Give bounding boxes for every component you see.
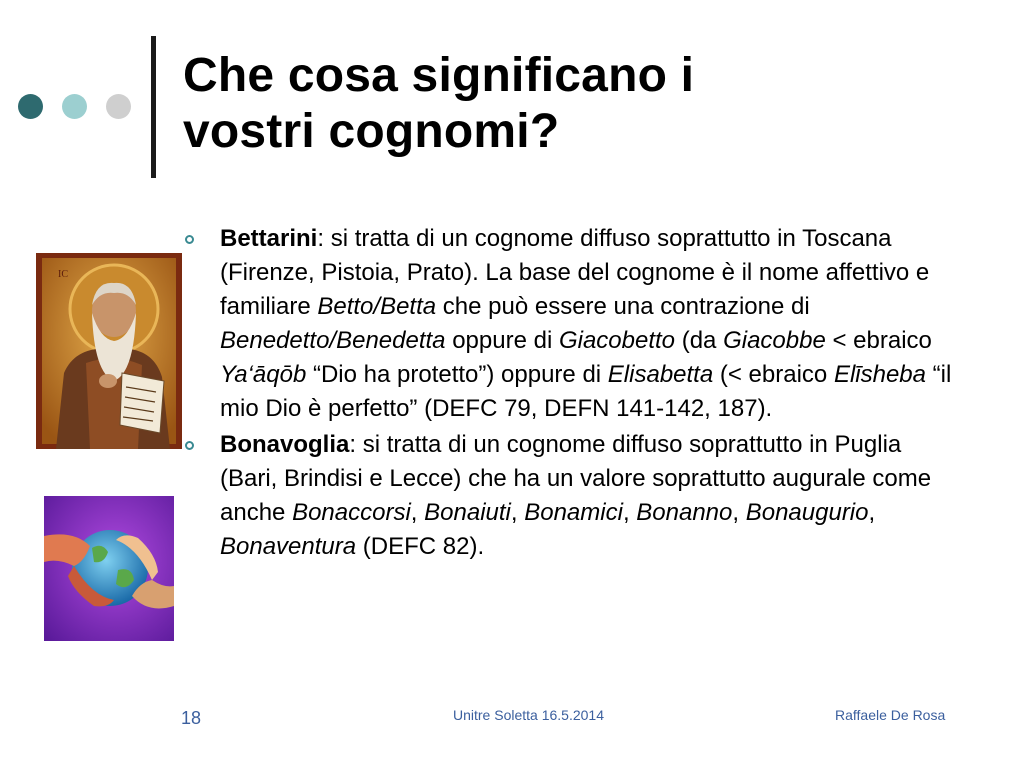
text-span: ,: [868, 499, 876, 526]
text-span: : si tratta di un cognome diffuso soprattutto in Puglia (Bari, Brindisi e Lecce) che ha un valore soprattutto augurale come anche: [220, 431, 932, 526]
italic-term: Bonaventura: [220, 533, 357, 560]
title-line-2: vostri cognomi?: [183, 105, 560, 158]
page-number: 18: [181, 708, 202, 728]
bullet-icon: [185, 441, 194, 450]
religious-icon-image: [36, 253, 182, 449]
text-span: (DEFC 82).: [356, 533, 485, 560]
italic-term: Elīsheba: [833, 361, 926, 388]
italic-term: Giacobbe: [723, 327, 826, 354]
italic-term: Giacobetto: [558, 327, 676, 354]
text-span: ,: [510, 499, 525, 526]
text-span: “Dio ha protetto”) oppure di: [306, 361, 608, 388]
title-divider-bar: [151, 36, 156, 178]
footer-author: Raffaele De Rosa: [835, 707, 946, 723]
light-teal-dot: [62, 94, 87, 119]
bullet-item-bonavoglia: [183, 428, 953, 564]
title-line-1: Che cosa significano i: [183, 49, 695, 102]
text-span: (< ebraico: [713, 361, 834, 388]
italic-term: Bonanno: [636, 499, 733, 526]
slide-body: [183, 222, 953, 566]
slide-title: [183, 48, 943, 160]
gray-dot: [106, 94, 131, 119]
text-span: ,: [622, 499, 637, 526]
italic-term: Bonaiuti: [424, 499, 511, 526]
italic-term: Betto/Betta: [317, 293, 437, 320]
surname-bonavoglia: Bonavoglia: [220, 431, 350, 458]
italic-term: Bonamici: [524, 499, 623, 526]
text-span: ,: [732, 499, 746, 526]
svg-text:ΙϹ: ΙϹ: [58, 269, 68, 280]
dark-teal-dot: [18, 94, 43, 119]
surname-bettarini: Bettarini: [220, 225, 318, 252]
italic-term: Bonaugurio: [745, 499, 869, 526]
text-span: che può essere una contrazione di: [436, 293, 810, 320]
hands-globe-image: [44, 496, 174, 641]
text-span: ,: [410, 499, 425, 526]
text-span: oppure di: [445, 327, 559, 354]
italic-term: Ya‘āqōb: [220, 361, 307, 388]
italic-term: Bonaccorsi: [292, 499, 411, 526]
text-span: (da: [675, 327, 724, 354]
text-span: < ebraico: [825, 327, 932, 354]
italic-term: Elisabetta: [607, 361, 714, 388]
text-span: : si tratta di un cognome diffuso soprattutto in Toscana (Firenze, Pistoia, Prato). La base del cognome è il nome affettivo e familiare: [220, 225, 930, 320]
footer-event: Unitre Soletta 16.5.2014: [453, 707, 604, 723]
bullet-item-bettarini: [183, 222, 953, 426]
italic-term: Benedetto/Benedetta: [220, 327, 446, 354]
text-span: “il mio Dio è perfetto” (DEFC 79, DEFN 141-142, 187).: [220, 361, 952, 422]
bullet-icon: [185, 235, 194, 244]
